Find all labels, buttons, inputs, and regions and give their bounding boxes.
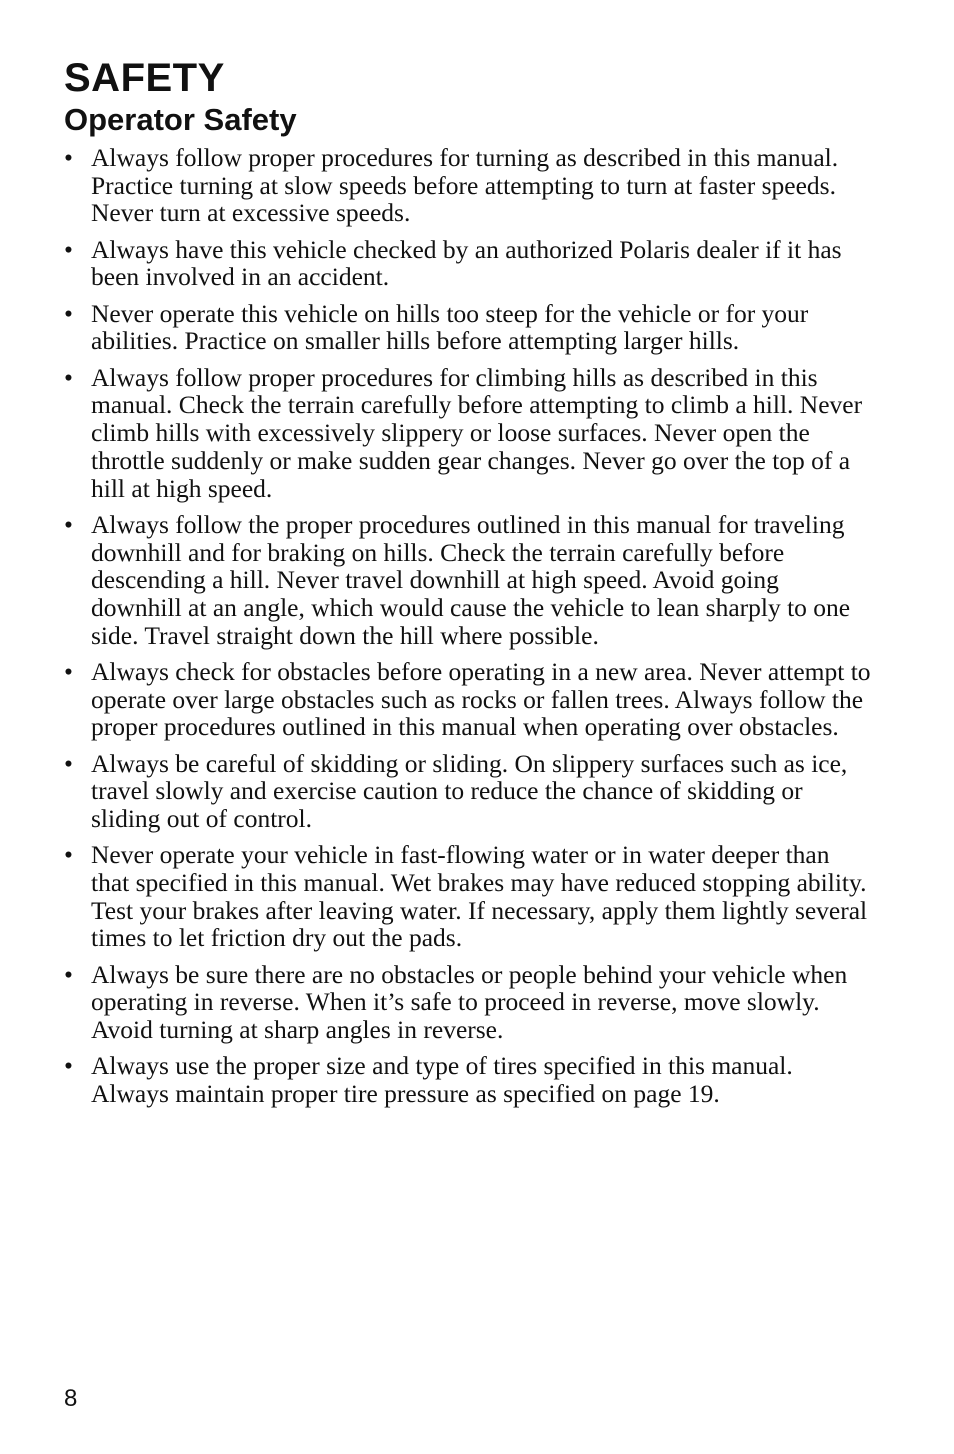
bullet-item <box>64 750 874 833</box>
bullet-text: Always use the proper size and type of tires specified in this manual. Always maintain proper tire pressure as specified on page 19. <box>91 1051 793 1109</box>
safety-bullet-list <box>64 144 874 1116</box>
bullet-icon: • <box>64 143 73 172</box>
bullet-item <box>64 841 874 952</box>
bullet-text: Always follow proper procedures for turning as described in this manual. Practice turning at slow speeds before attempting to turn at faster speeds. Never turn at excessive speeds. <box>91 143 839 228</box>
bullet-text: Never operate your vehicle in fast-flowing water or in water deeper than that specified in this manual. Wet brakes may have reduced stopping ability. Test your brakes after leaving water. If necessary, apply them lightly several times to let friction dry out the pads. <box>91 840 868 953</box>
page-number: 8 <box>64 1385 78 1412</box>
bullet-text: Always have this vehicle checked by an authorized Polaris dealer if it has been involved in an accident. <box>91 234 842 292</box>
bullet-item <box>64 961 874 1044</box>
bullet-icon: • <box>64 1051 73 1081</box>
bullet-icon: • <box>64 298 73 328</box>
bullet-item <box>64 1052 874 1107</box>
bullet-text: Always follow the proper procedures outlined in this manual for traveling downhill and for braking on hills. Check the terrain carefully before descending a hill. Never travel downhill at high speed. Avoid going downhill at an angle, which would cause the vehicle to lean sharply to one side. Travel straight down the hill where possible. <box>91 509 851 650</box>
bullet-icon: • <box>64 748 73 778</box>
bullet-icon: • <box>64 959 73 989</box>
bullet-item <box>64 364 874 503</box>
bullet-text: Never operate this vehicle on hills too steep for the vehicle or for your abilities. Practice on smaller hills before attempting larger hills. <box>91 298 809 356</box>
bullet-icon: • <box>64 840 73 870</box>
bullet-item <box>64 144 874 227</box>
bullet-item <box>64 658 874 741</box>
bullet-item <box>64 236 874 291</box>
bullet-text: Always be careful of skidding or sliding. On slippery surfaces such as ice, travel slowly and exercise caution to reduce the chance of skidding or sliding out of control. <box>91 748 848 834</box>
subsection-title: Operator Safety <box>64 102 297 137</box>
bullet-text: Always follow proper procedures for climbing hills as described in this manual. Check the terrain carefully before attempting to climb a hill. Never climb hills with excessively slippery or loose surfaces. Never open the throttle suddenly or make sudden gear changes. Never go over the top of a hill at high speed. <box>91 362 863 503</box>
bullet-icon: • <box>64 362 73 392</box>
bullet-item <box>64 300 874 355</box>
bullet-icon: • <box>64 509 73 539</box>
bullet-item <box>64 511 874 650</box>
section-title: SAFETY <box>64 56 225 100</box>
bullet-icon: • <box>64 656 73 686</box>
bullet-text: Always check for obstacles before operating in a new area. Never attempt to operate over large obstacles such as rocks or fallen trees. Always follow the proper procedures outlined in this manual when operating over obstacles. <box>91 656 871 742</box>
bullet-icon: • <box>64 234 73 264</box>
bullet-text: Always be sure there are no obstacles or people behind your vehicle when operating in reverse. When it’s safe to proceed in reverse, move slowly. Avoid turning at sharp angles in reverse. <box>91 959 848 1045</box>
